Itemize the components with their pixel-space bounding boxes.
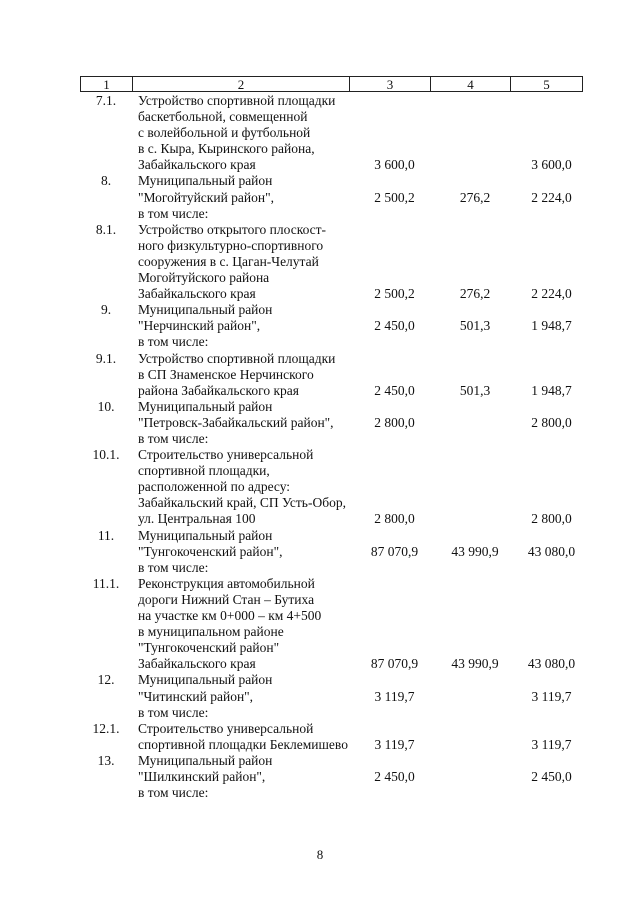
description-line: Устройство спортивной площадки: [138, 350, 336, 366]
description-line: Устройство спортивной площадки: [138, 93, 336, 109]
row-description: [132, 399, 354, 447]
value-cell-4: [435, 769, 515, 785]
description-line: в с. Кыра, Кыринского района,: [138, 141, 315, 157]
table-row: [80, 93, 600, 173]
row-description: [132, 302, 354, 350]
table-row: [80, 302, 600, 350]
value-cell-5: 3 119,7: [531, 688, 572, 704]
value-cell-5: 2 450,0: [531, 769, 572, 785]
row-number: 8.1.: [95, 221, 117, 237]
value-cell-5: 1 948,7: [531, 318, 572, 334]
row-description: [132, 93, 354, 173]
row-number: 10.: [97, 398, 115, 414]
description-line: Муниципальный район: [138, 302, 273, 318]
description-line: расположенной по адресу:: [138, 479, 291, 495]
table-row: [80, 222, 600, 302]
description-line: спортивной площадки Беклемишево: [138, 736, 348, 752]
row-number: 10.1.: [92, 447, 120, 463]
description-line: "Шилкинский район",: [138, 769, 266, 785]
row-number: 12.1.: [92, 720, 120, 736]
row-description: [132, 173, 354, 221]
description-line: Строительство универсальной: [138, 720, 314, 736]
value-cell-4: 501,3: [459, 382, 491, 398]
row-description: [132, 672, 354, 720]
description-line: в СП Знаменское Нерчинского: [138, 366, 314, 382]
description-line: Строительство универсальной: [138, 447, 314, 463]
description-line: спортивной площадки,: [138, 463, 270, 479]
column-header-5: 5: [511, 77, 583, 92]
value-cell-3: 3 600,0: [374, 157, 415, 173]
row-description: [132, 721, 354, 753]
description-line: Забайкальский край, СП Усть-Обор,: [138, 495, 346, 511]
column-header-table: [80, 76, 583, 92]
description-line: в том числе:: [138, 785, 209, 801]
description-line: Муниципальный район: [138, 173, 273, 189]
row-number: 12.: [97, 672, 115, 688]
row-number: 13.: [97, 752, 115, 768]
column-header-1: 1: [81, 77, 133, 92]
table-row: [80, 447, 600, 527]
value-cell-5: 3 119,7: [531, 736, 572, 752]
description-line: "Читинский район",: [138, 688, 254, 704]
description-line: в том числе:: [138, 704, 209, 720]
row-description: [132, 447, 354, 527]
column-header-2: 2: [133, 77, 350, 92]
value-cell-5: 2 800,0: [531, 511, 572, 527]
table-row: [80, 672, 600, 720]
description-line: "Тунгокоченский район": [138, 640, 280, 656]
row-description: [132, 351, 354, 399]
value-cell-4: [435, 415, 515, 431]
value-cell-3: 2 450,0: [374, 318, 415, 334]
description-line: Муниципальный район: [138, 398, 273, 414]
value-cell-3: 87 070,9: [370, 656, 419, 672]
table-row: [80, 753, 600, 801]
value-cell-3: 2 800,0: [374, 511, 415, 527]
column-header-row: [81, 77, 583, 92]
column-header-4: 4: [431, 77, 511, 92]
row-number: 9.1.: [95, 350, 117, 366]
description-line: в том числе:: [138, 559, 209, 575]
value-cell-3: 2 450,0: [374, 769, 415, 785]
row-description: [132, 753, 354, 801]
description-line: Реконструкция автомобильной: [138, 575, 315, 591]
description-line: Муниципальный район: [138, 672, 273, 688]
value-cell-5: 43 080,0: [527, 656, 576, 672]
description-line: Муниципальный район: [138, 752, 273, 768]
description-line: Устройство открытого плоскост-: [138, 221, 327, 237]
value-cell-3: 87 070,9: [370, 543, 419, 559]
row-number: 11.: [97, 527, 115, 543]
table-row: [80, 576, 600, 673]
value-cell-3: 2 450,0: [374, 382, 415, 398]
description-line: Могойтуйского района: [138, 270, 270, 286]
value-cell-5: 2 800,0: [531, 414, 572, 430]
page-number: 8: [316, 847, 324, 862]
row-description: [132, 528, 354, 576]
value-cell-4: 43 990,9: [451, 656, 499, 672]
description-line: в том числе:: [138, 431, 209, 446]
row-number: 7.1.: [95, 93, 117, 108]
description-line: Муниципальный район: [138, 527, 273, 543]
value-cell-4: [435, 737, 515, 753]
description-line: Забайкальского края: [138, 656, 256, 672]
description-line: в том числе:: [138, 334, 209, 350]
description-line: "Петровск-Забайкальский район",: [138, 414, 334, 430]
value-cell-5: 2 224,0: [531, 189, 572, 205]
value-cell-5: 2 224,0: [531, 286, 572, 302]
value-cell-3: 3 119,7: [374, 688, 415, 704]
value-cell-4: 276,2: [459, 286, 491, 302]
row-number: 11.1.: [92, 575, 120, 591]
value-cell-5: 3 600,0: [531, 157, 572, 173]
description-line: ул. Центральная 100: [138, 511, 256, 527]
value-cell-3: 2 500,2: [374, 189, 415, 205]
description-line: Забайкальского края: [138, 286, 256, 302]
value-cell-3: 2 500,2: [374, 286, 415, 302]
value-cell-3: 2 800,0: [374, 414, 415, 430]
description-line: "Тунгокоченский район",: [138, 543, 283, 559]
description-line: ного физкультурно-спортивного: [138, 237, 324, 253]
table-row: [80, 173, 600, 221]
description-line: "Могойтуйский район",: [138, 189, 275, 205]
description-line: дороги Нижний Стан – Бутиха: [138, 591, 315, 607]
value-cell-5: 43 080,0: [527, 543, 576, 559]
value-cell-3: 3 119,7: [374, 736, 415, 752]
table-body: [80, 93, 600, 801]
row-number: 9.: [100, 302, 112, 318]
table-row: [80, 351, 600, 399]
description-line: в муниципальном районе: [138, 624, 284, 640]
row-description: [132, 222, 354, 302]
description-line: района Забайкальского края: [138, 382, 299, 398]
description-line: "Нерчинский район",: [138, 318, 261, 334]
value-cell-4: 43 990,9: [451, 543, 499, 559]
row-number: 8.: [100, 173, 112, 189]
description-line: Забайкальского края: [138, 157, 256, 173]
value-cell-4: [435, 689, 515, 705]
description-line: баскетбольной, совмещенной: [138, 109, 308, 125]
description-line: на участке км 0+000 – км 4+500: [138, 608, 322, 624]
value-cell-4: 276,2: [459, 189, 491, 205]
table-row: [80, 721, 600, 753]
value-cell-4: [435, 157, 515, 173]
description-line: сооружения в с. Цаган-Челутай: [138, 253, 319, 269]
value-cell-4: [435, 511, 515, 527]
table-row: [80, 528, 600, 576]
value-cell-4: 501,3: [459, 318, 491, 334]
table-row: [80, 399, 600, 447]
description-line: в том числе:: [138, 205, 209, 221]
row-description: [132, 576, 354, 673]
value-cell-5: 1 948,7: [531, 382, 572, 398]
column-header-3: 3: [350, 77, 431, 92]
description-line: с волейбольной и футбольной: [138, 125, 311, 141]
